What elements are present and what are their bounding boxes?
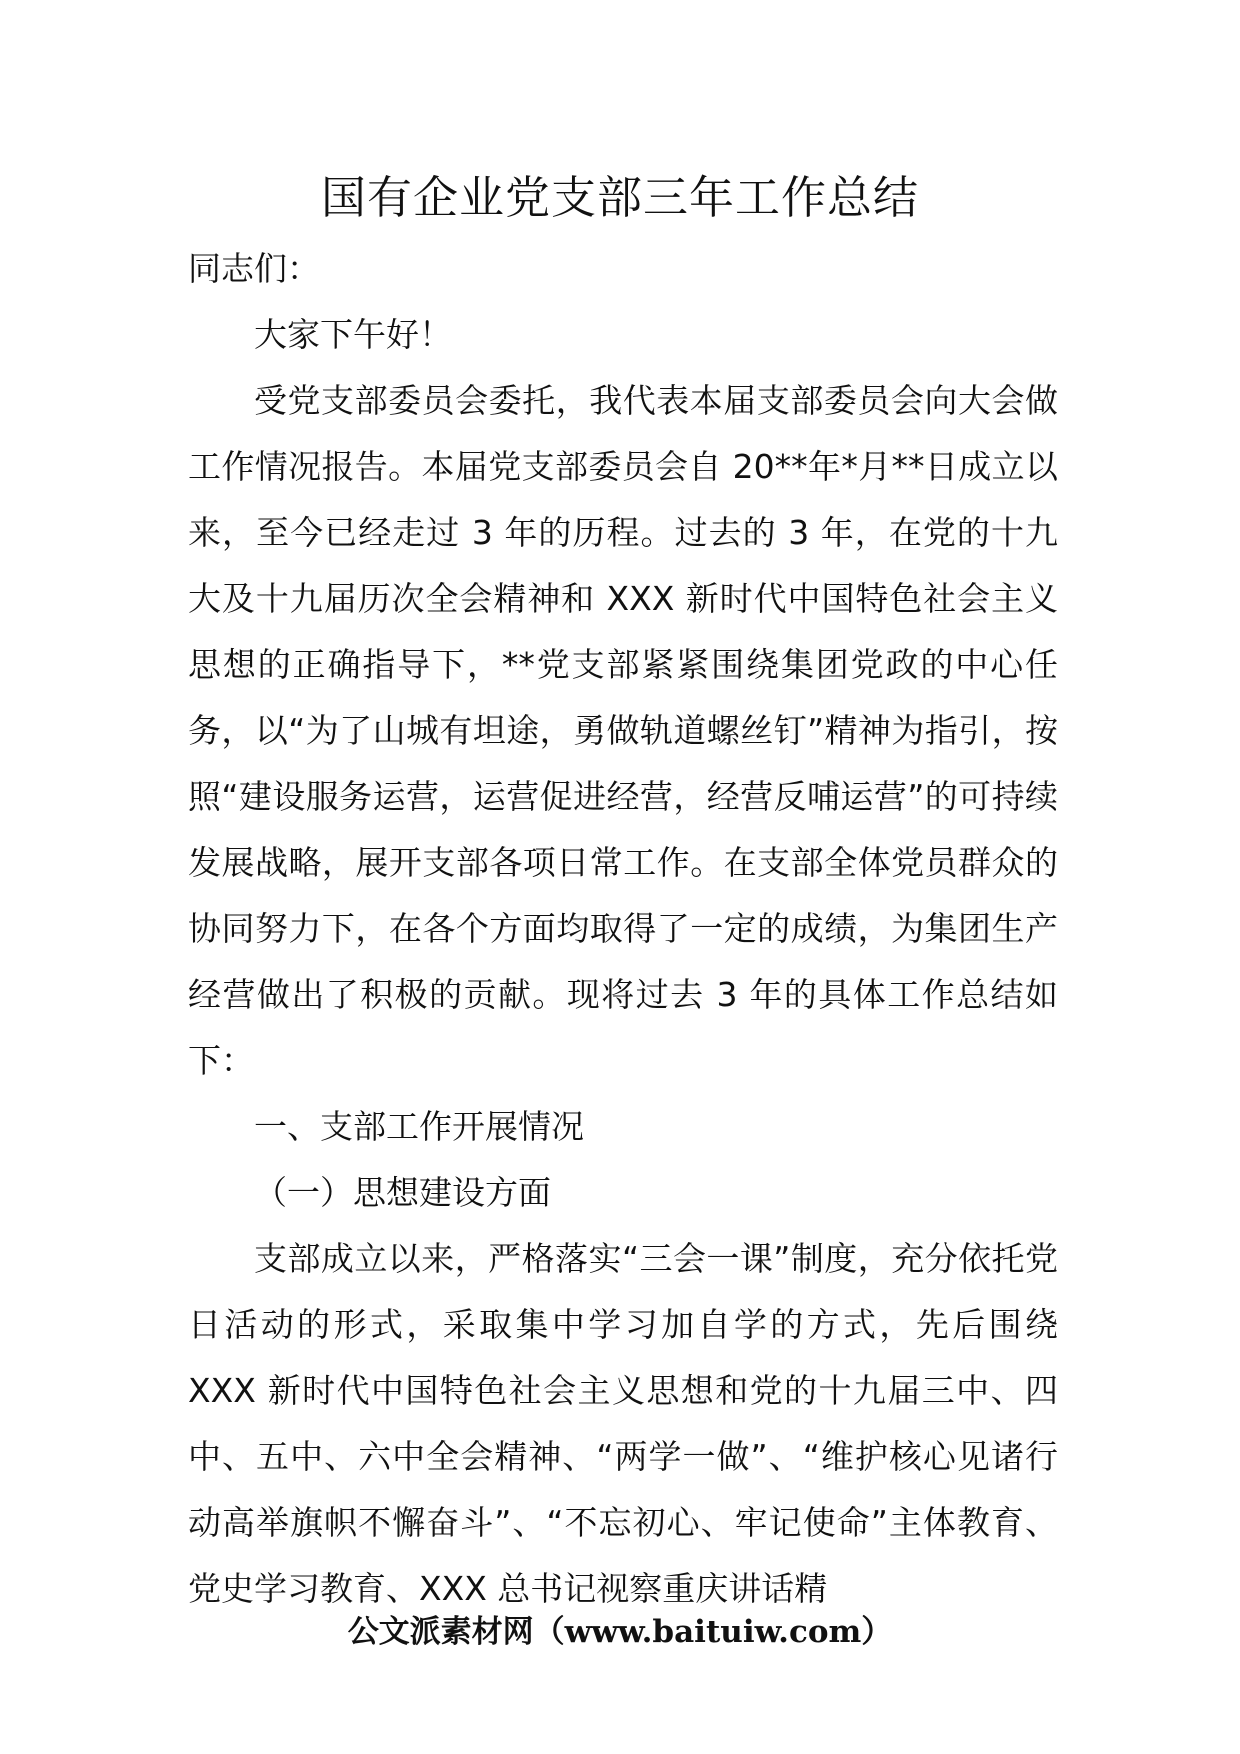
salutation: 同志们： xyxy=(188,249,320,288)
intro-paragraph: 受党支部委员会委托，我代表本届支部委员会向大会做工作情况报告。本届党支部委员会自 20**年*月**日成立以来，至今已经走过 3 年的历程。过去的 3 年，在党的十九大及十九届历次全会精神和 XXX 新时代中国特色社会主义思想的正确指导下，**党支部紧紧围绕集团党政的中心任务，以“为了山城有坦途，勇做轨道螺丝钉”精神为指引，按照“建设服务运营，运营促进经营，经营反哺运营”的可持续发展战略，展开支部各项日常工作。在支部全体党员群众的协同努力下，在各个方面均取得了一定的成绩，为集团生产经营做出了积极的贡献。现将过去 3 年的具体工作总结如下： xyxy=(188,381,1058,1080)
document-body xyxy=(188,236,1058,1622)
section-heading: 一、支部工作开展情况 xyxy=(254,1107,584,1146)
subsection-heading: （一）思想建设方面 xyxy=(254,1173,551,1212)
body-paragraph: 支部成立以来，严格落实“三会一课”制度，充分依托党日活动的形式，采取集中学习加自学的方式，先后围绕 XXX 新时代中国特色社会主义思想和党的十九届三中、四中、五中、六中全会精神、“两学一做”、“维护核心见诸行动高举旗帜不懈奋斗”、“不忘初心、牢记使命”主体教育、党史学习教育、XXX 总书记视察重庆讲话精 xyxy=(188,1239,1058,1608)
document-title: 国有企业党支部三年工作总结 xyxy=(320,171,919,224)
footer-watermark: 公文派素材网（www.baituiw.com） xyxy=(347,1614,893,1650)
greeting: 大家下午好！ xyxy=(254,315,452,354)
